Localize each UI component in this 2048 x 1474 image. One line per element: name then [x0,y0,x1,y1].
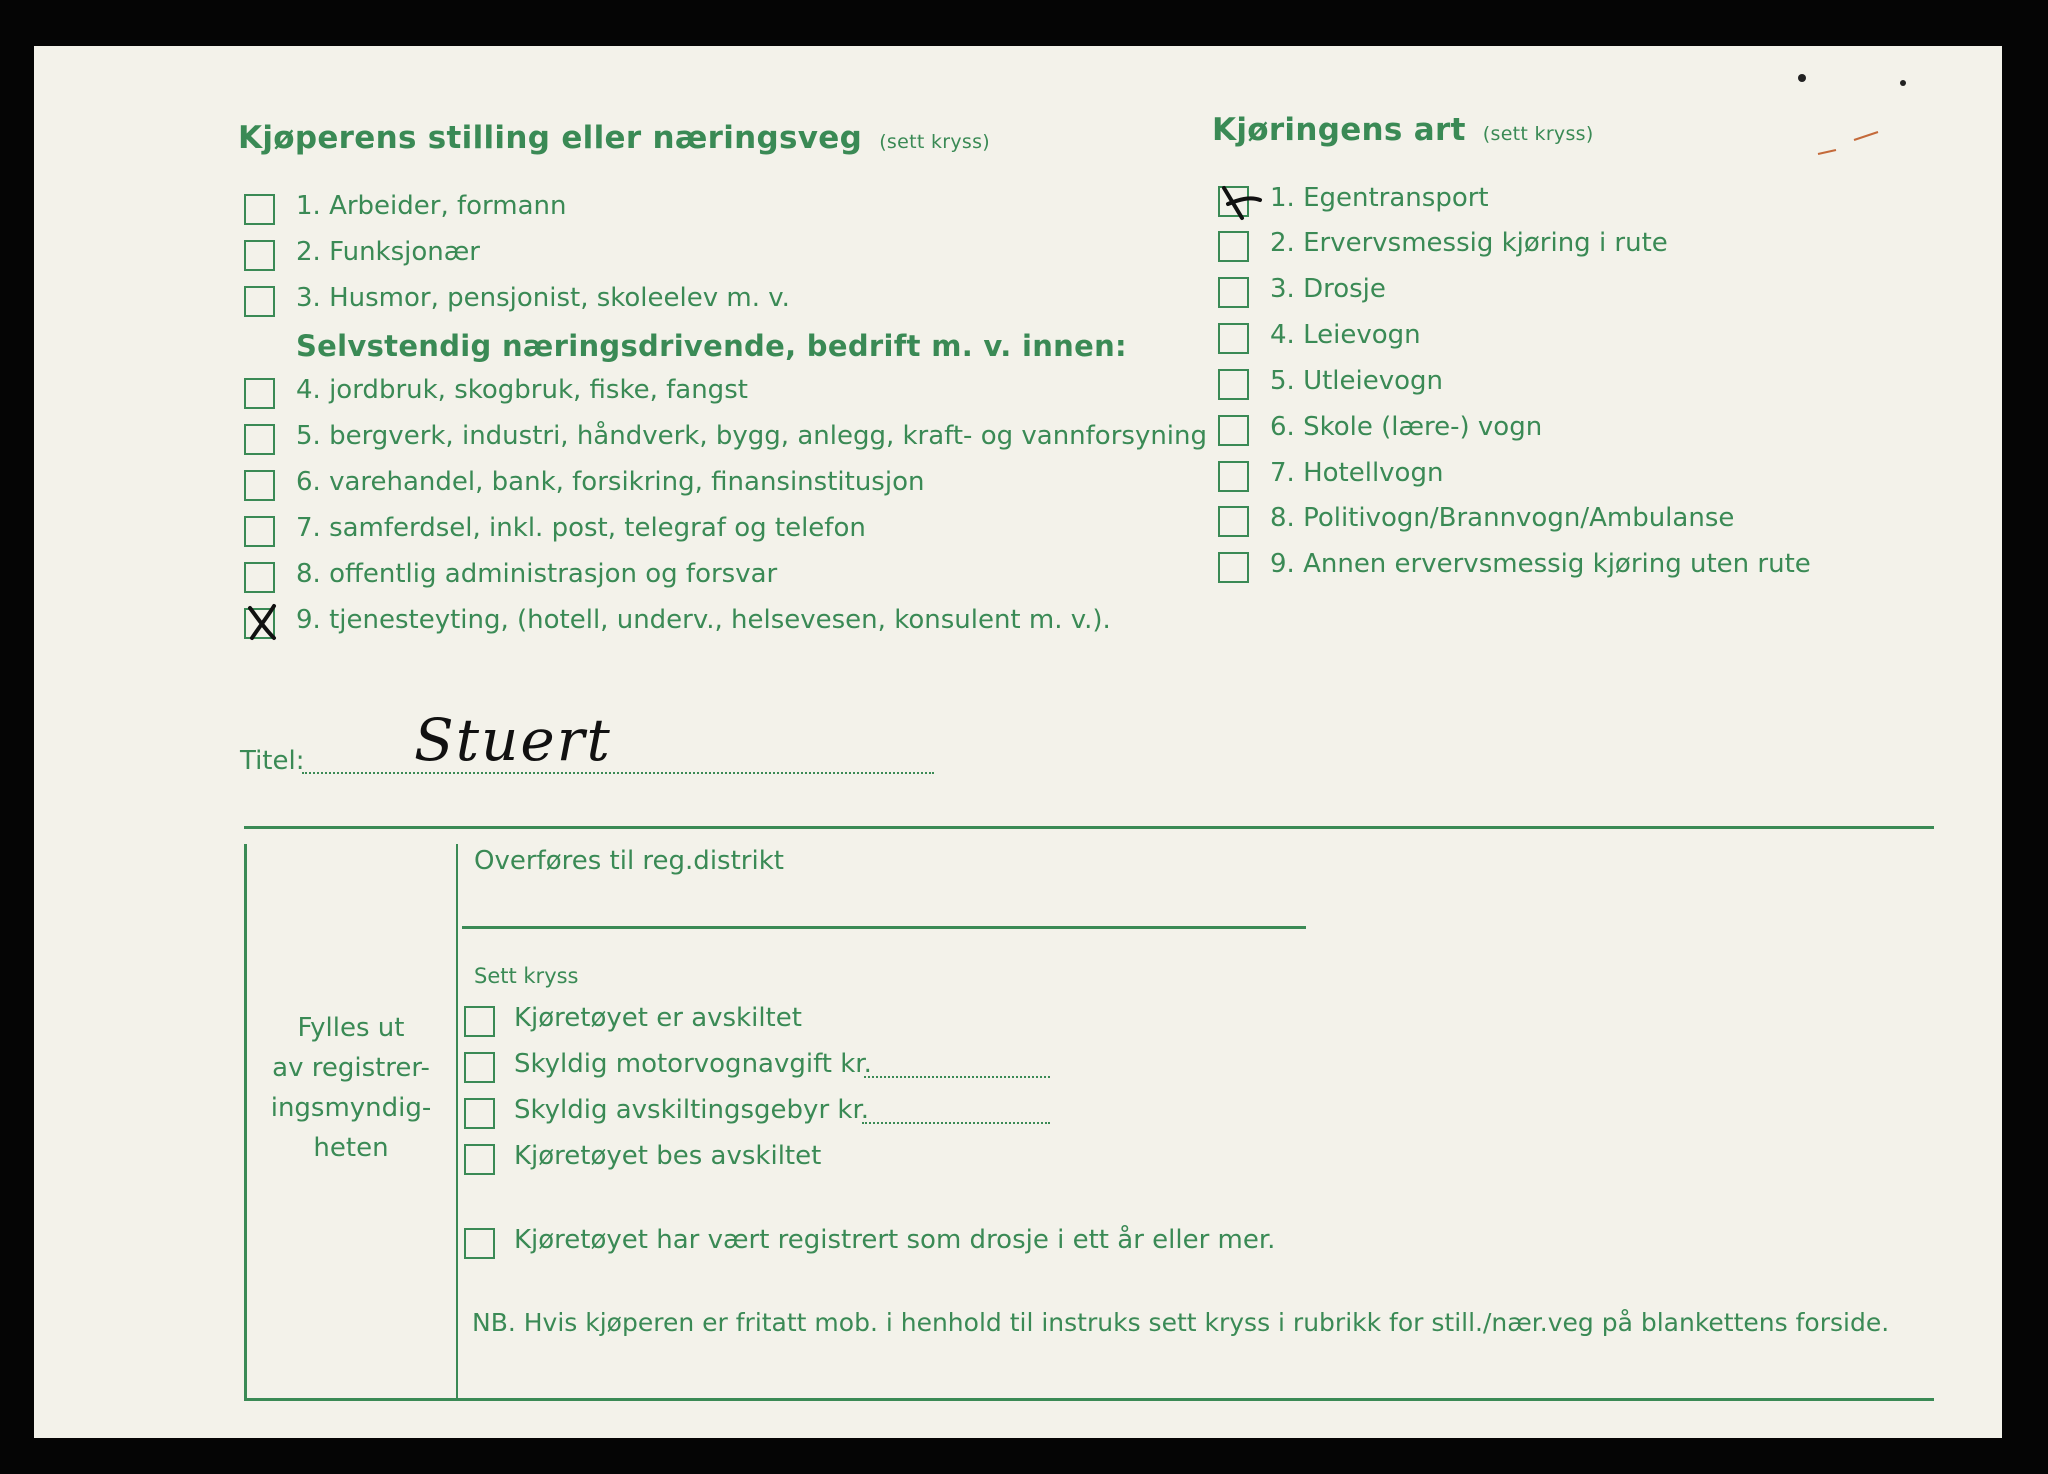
buyer-subheading: Selvstendig næringsdrivende, bedrift m. v. innen: [296,329,1127,363]
driving-item-4: 4. Leievogn [1270,320,1421,350]
registry-check-2: Skyldig motorvognavgift kr. [514,1049,872,1079]
driving-checkbox-2[interactable] [1218,231,1249,262]
buyer-item-3: 3. Husmor, pensjonist, skoleelev m. v. [296,283,790,313]
buyer-item-6: 6. varehandel, bank, forsikring, finansinstitusjon [296,467,925,497]
registry-check-1: Kjøretøyet er avskiltet [514,1003,802,1033]
buyer-checkmark-9 [246,602,280,642]
registry-check-3: Skyldig avskiltingsgebyr kr. [514,1095,870,1125]
buyer-checkbox-7[interactable] [244,516,275,547]
driving-checkbox-6[interactable] [1218,415,1249,446]
driving-checkmark-1 [1220,182,1264,222]
buyer-item-5: 5. bergverk, industri, håndverk, bygg, anlegg, kraft- og vannforsyning [296,421,1208,451]
title-dotted-line [302,772,934,774]
registry-checkbox-5[interactable] [464,1228,495,1259]
registry-checkbox-2[interactable] [464,1052,495,1083]
title-handwritten-value[interactable]: Stuert [414,706,612,774]
buyer-item-2: 2. Funksjonær [296,237,480,267]
title-label: Titel: [240,746,305,776]
registry-checkbox-4[interactable] [464,1144,495,1175]
buyer-checkbox-6[interactable] [244,470,275,501]
buyer-item-7: 7. samferdsel, inkl. post, telegraf og telefon [296,513,866,543]
registry-side-label-line-2: av registrer- [272,1053,430,1083]
driving-item-7: 7. Hotellvogn [1270,458,1444,488]
driving-checkbox-8[interactable] [1218,506,1249,537]
buyer-item-9: 9. tjenesteyting, (hotell, underv., helsevesen, konsulent m. v.). [296,605,1111,635]
driving-item-8: 8. Politivogn/Brannvogn/Ambulanse [1270,503,1735,533]
motor-tax-amount-line[interactable] [864,1076,1050,1078]
registry-checkbox-3[interactable] [464,1098,495,1129]
driving-item-3: 3. Drosje [1270,274,1386,304]
driving-heading-note: (sett kryss) [1482,123,1594,145]
buyer-heading-text: Kjøperens stilling eller næringsveg [238,120,863,156]
buyer-heading [238,120,990,156]
registry-side-label-line-3: ingsmyndig- [270,1093,432,1123]
buyer-heading-note: (sett kryss) [879,131,991,153]
driving-checkbox-5[interactable] [1218,369,1249,400]
registry-checkbox-1[interactable] [464,1006,495,1037]
registry-check-4: Kjøretøyet bes avskiltet [514,1141,822,1171]
transfer-line[interactable] [462,926,1306,929]
driving-item-2: 2. Ervervsmessig kjøring i rute [1270,228,1668,258]
driving-checkbox-9[interactable] [1218,552,1249,583]
buyer-item-1: 1. Arbeider, formann [296,191,567,221]
driving-item-9: 9. Annen ervervsmessig kjøring uten rute [1270,549,1811,579]
registry-divider [456,844,458,1400]
registry-side-label [246,1008,456,1168]
ink-speck [1798,74,1806,82]
driving-checkbox-4[interactable] [1218,323,1249,354]
deregistration-fee-amount-line[interactable] [862,1122,1050,1124]
driving-item-1: 1. Egentransport [1270,183,1489,213]
driving-item-5: 5. Utleievogn [1270,366,1444,396]
buyer-checkbox-5[interactable] [244,424,275,455]
driving-checkbox-7[interactable] [1218,461,1249,492]
buyer-item-8: 8. offentlig administrasjon og forsvar [296,559,778,589]
buyer-checkbox-3[interactable] [244,286,275,317]
driving-heading [1212,112,1594,148]
driving-item-6: 6. Skole (lære-) vogn [1270,412,1543,442]
driving-heading-text: Kjøringens art [1212,112,1466,148]
check-note: Sett kryss [474,964,579,988]
ink-speck [1900,80,1906,86]
registry-top-border [244,826,1934,829]
registry-bottom-border [244,1398,1934,1401]
form-card [34,46,2002,1438]
buyer-checkbox-4[interactable] [244,378,275,409]
buyer-item-4: 4. jordbruk, skogbruk, fiske, fangst [296,375,748,405]
driving-checkbox-3[interactable] [1218,277,1249,308]
buyer-checkbox-2[interactable] [244,240,275,271]
registry-side-label-line-4: heten [313,1133,389,1163]
transfer-label: Overføres til reg.distrikt [474,846,784,876]
pencil-scribble [1814,112,1894,162]
registry-check-5: Kjøretøyet har vært registrert som drosje i ett år eller mer. [514,1225,1276,1255]
registry-side-label-line-1: Fylles ut [297,1013,405,1043]
registry-note: NB. Hvis kjøperen er fritatt mob. i henhold til instruks sett kryss i rubrikk for still./nær.veg på blankettens forside. [472,1308,1890,1337]
buyer-checkbox-1[interactable] [244,194,275,225]
buyer-checkbox-8[interactable] [244,562,275,593]
